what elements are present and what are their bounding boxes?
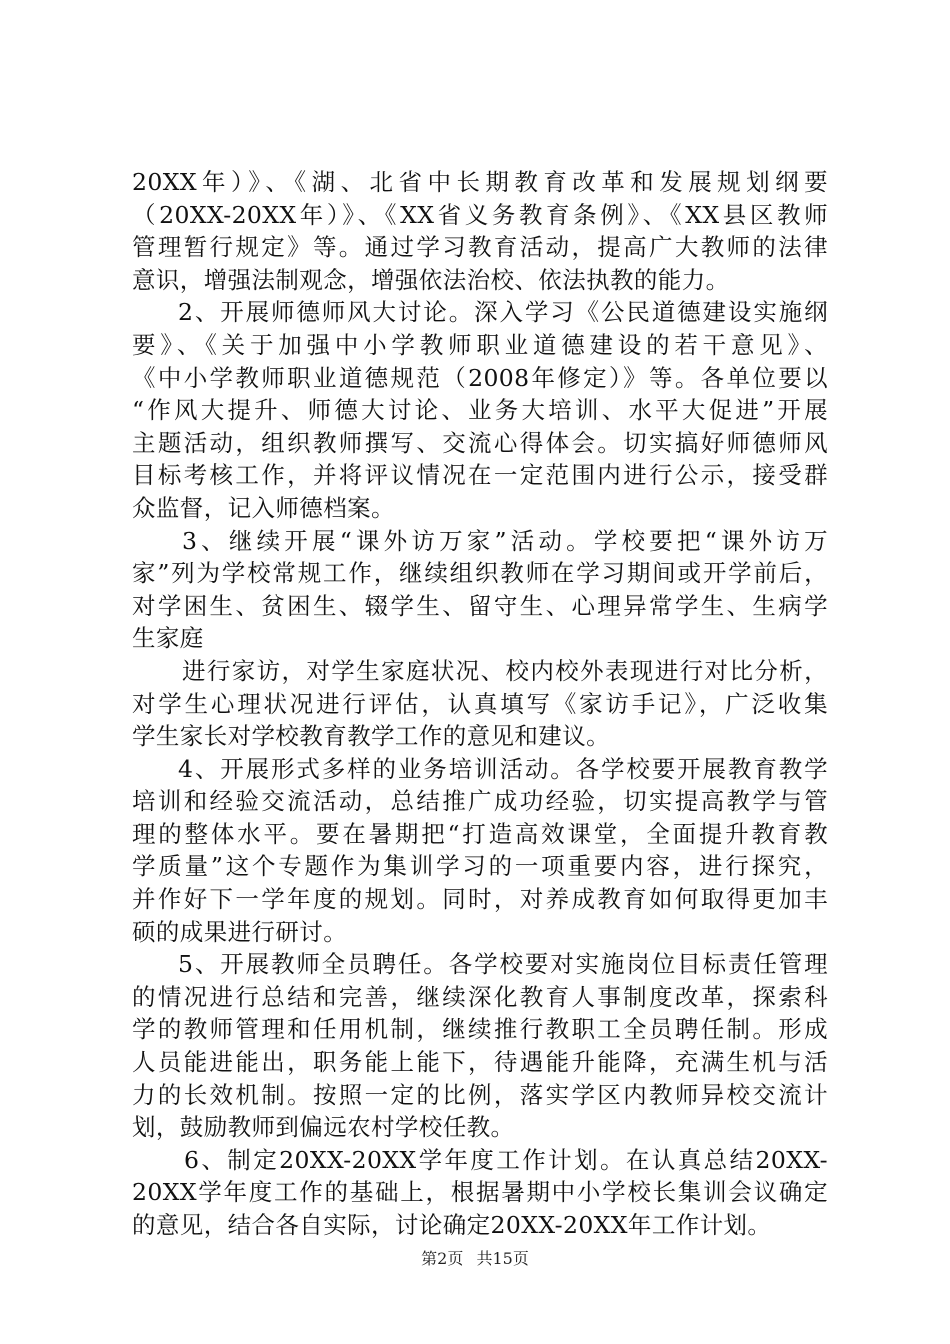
text-line: 管理暂行规定》等。通过学习教育活动，提高广大教师的法律 xyxy=(132,233,828,262)
text-line: 6、制定20XX-20XX学年度工作计划。在认真总结20XX- xyxy=(184,1145,828,1174)
text-line: 3、继续开展“课外访万家”活动。学校要把“课外访万 xyxy=(182,526,828,555)
text-line: 进行家访，对学生家庭状况、校内校外表现进行对比分析， xyxy=(182,656,828,685)
text-line: 理的整体水平。要在暑期把“打造高效课堂，全面提升教育教 xyxy=(132,819,828,848)
text-line: 对学生心理状况进行评估，认真填写《家访手记》，广泛收集 xyxy=(132,689,828,718)
text-line: 意识，增强法制观念，增强依法治校、依法执教的能力。 xyxy=(132,265,730,294)
text-line: 并作好下一学年度的规划。同时，对养成教育如何取得更加丰 xyxy=(132,885,828,914)
text-line: 主题活动，组织教师撰写、交流心得体会。切实搞好师德师风 xyxy=(132,428,828,457)
text-line: 力的长效机制。按照一定的比例，落实学区内教师异校交流计 xyxy=(132,1080,828,1109)
text-line: 的意见，结合各自实际，讨论确定20XX-20XX年工作计划。 xyxy=(132,1211,772,1239)
text-line: 家”列为学校常规工作，继续组织教师在学习期间或开学前后， xyxy=(132,559,828,588)
text-line: 4、开展形式多样的业务培训活动。各学校要开展教育教学 xyxy=(178,754,828,783)
text-line: 众监督，记入师德档案。 xyxy=(132,493,395,522)
text-line: 对学困生、贫困生、辍学生、留守生、心理异常学生、生病学 xyxy=(132,591,828,620)
text-line: 20XX学年度工作的基础上，根据暑期中小学校长集训会议确定 xyxy=(132,1178,828,1207)
text-line: 2、开展师德师风大讨论。深入学习《公民道德建设实施纲 xyxy=(178,298,828,327)
text-line: 生家庭 xyxy=(132,624,204,653)
text-line: 学质量”这个专题作为集训学习的一项重要内容，进行探究， xyxy=(132,852,828,881)
text-line: 的情况进行总结和完善，继续深化教育人事制度改革，探索科 xyxy=(132,982,828,1011)
text-line: 学的教师管理和任用机制，继续推行教职工全员聘任制。形成 xyxy=(132,1015,828,1044)
text-line: 《中小学教师职业道德规范（2008年修定）》等。各单位要以 xyxy=(132,363,828,392)
text-line: 培训和经验交流活动，总结推广成功经验，切实提高教学与管 xyxy=(132,787,828,816)
page-total: 共15页 xyxy=(476,1249,529,1268)
document-body xyxy=(132,166,828,1242)
text-line: 硕的成果进行研讨。 xyxy=(132,917,348,946)
text-line: 划，鼓励教师到偏远农村学校任教。 xyxy=(132,1113,515,1142)
text-line: “作风大提升、师德大讨论、业务大培训、水平大促进”开展 xyxy=(132,396,828,425)
text-line: 学生家长对学校教育教学工作的意见和建议。 xyxy=(132,722,610,751)
text-line: 人员能进能出，职务能上能下，待遇能升能降，充满生机与活 xyxy=(132,1048,828,1077)
page-number: 第2页 xyxy=(421,1249,464,1268)
page-footer xyxy=(0,1246,950,1269)
text-line: 要》、《关于加强中小学教师职业道德建设的若干意见》、 xyxy=(132,330,828,359)
text-line: 5、开展教师全员聘任。各学校要对实施岗位目标责任管理 xyxy=(178,950,828,979)
text-line: 20XX年）》、《湖、北省中长期教育改革和发展规划纲要 xyxy=(132,168,828,196)
text-line: （20XX-20XX年）》、《XX省义务教育条例》、《XX县区教师 xyxy=(132,200,828,229)
text-line: 目标考核工作，并将评议情况在一定范围内进行公示，接受群 xyxy=(132,461,828,490)
